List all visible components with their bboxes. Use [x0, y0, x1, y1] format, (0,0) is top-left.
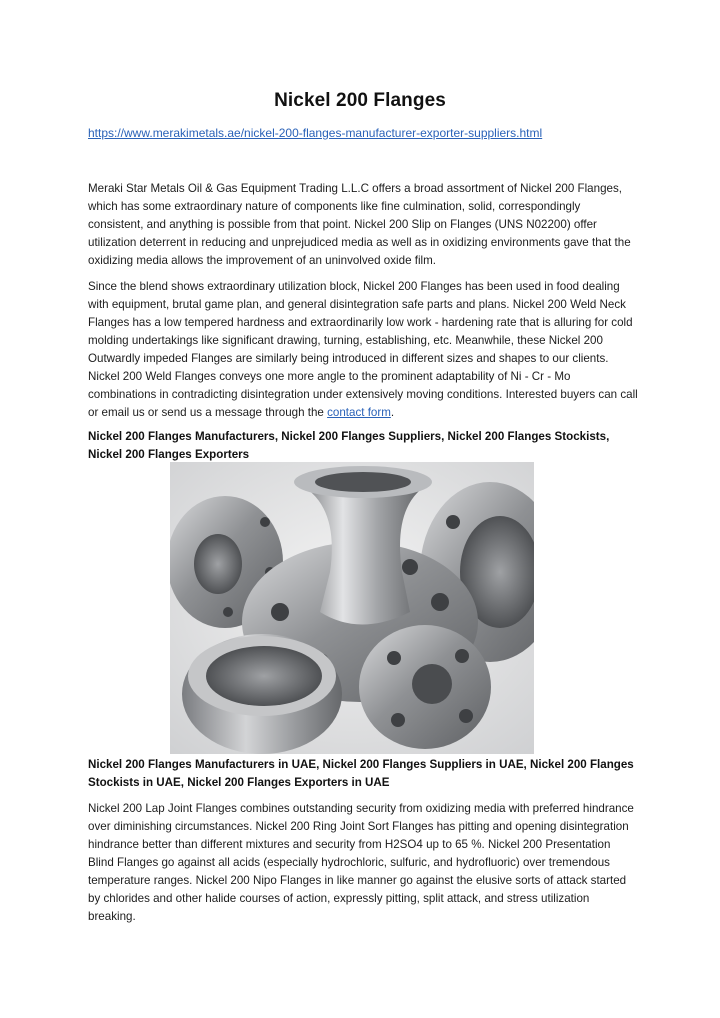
blend-paragraph [88, 278, 638, 422]
blend-paragraph-text: Since the blend shows extraordinary utilization block, Nickel 200 Flanges has been used in food dealing with equipment, brutal game plan, and general disintegration safe parts and plans. Nickel 200 Weld Neck Flanges has a low tempered hardness and extraordinarily low work - hardening rate that is alluring for cold molding undertakings like significant drawing, turning, establishing, etc. Meanwhile, these Nickel 200 Outwardly impeded Flanges are similarly being introduced in different sizes and shapes to our clients. Nickel 200 Weld Flanges conveys one more angle to the prominent adaptability of Ni - Cr - Mo combinations in contradicting disintegration under extensively moving conditions. Interested buyers can call or email us or send us a message through the [88, 280, 638, 419]
intro-paragraph: Meraki Star Metals Oil & Gas Equipment Trading L.L.C offers a broad assortment of Nickel 200 Flanges, which has some extraordinary nature of components like fine culmination, solid, correspondingly consistent, and anything is possible from that point. Nickel 200 Slip on Flanges (UNS N02200) offer utilization deterrent in reducing and unprejudiced media as well as in oxidizing environments gave that the oxidizing media allows the improvement of an uninvolved oxide film. [88, 182, 631, 267]
manufacturers-heading: Nickel 200 Flanges Manufacturers, Nickel 200 Flanges Suppliers, Nickel 200 Flanges Stockists, Nickel 200 Flanges Exporters [88, 430, 610, 461]
flanges-photo [170, 462, 534, 754]
source-url-link[interactable]: https://www.merakimetals.ae/nickel-200-flanges-manufacturer-exporter-suppliers.html [88, 126, 543, 140]
uae-heading: Nickel 200 Flanges Manufacturers in UAE, Nickel 200 Flanges Suppliers in UAE, Nickel 200 Flanges Stockists in UAE, Nickel 200 Flanges Exporters in UAE [88, 758, 634, 789]
contact-form-link[interactable]: contact form [327, 406, 391, 419]
flanges-photo-illustration [170, 462, 534, 754]
lap-joint-paragraph: Nickel 200 Lap Joint Flanges combines outstanding security from oxidizing media with preferred hindrance over diminishing circumstances. Nickel 200 Ring Joint Sort Flanges has pitting and opening disintegration hindrance better than different mixtures and security from H2SO4 up to 65 %. Nickel 200 Presentation Blind Flanges go against all acids (especially hydrochloric, sulfuric, and hydrofluoric) over tremendous temperature ranges. Nickel 200 Nipo Flanges in like manner go against the elusive sorts of attack started by chlorides and other halide courses of action, expressly pitting, split attack, and stress utilization breaking. [88, 802, 634, 923]
blend-paragraph-end: . [390, 406, 395, 419]
page-title: Nickel 200 Flanges [274, 90, 446, 111]
